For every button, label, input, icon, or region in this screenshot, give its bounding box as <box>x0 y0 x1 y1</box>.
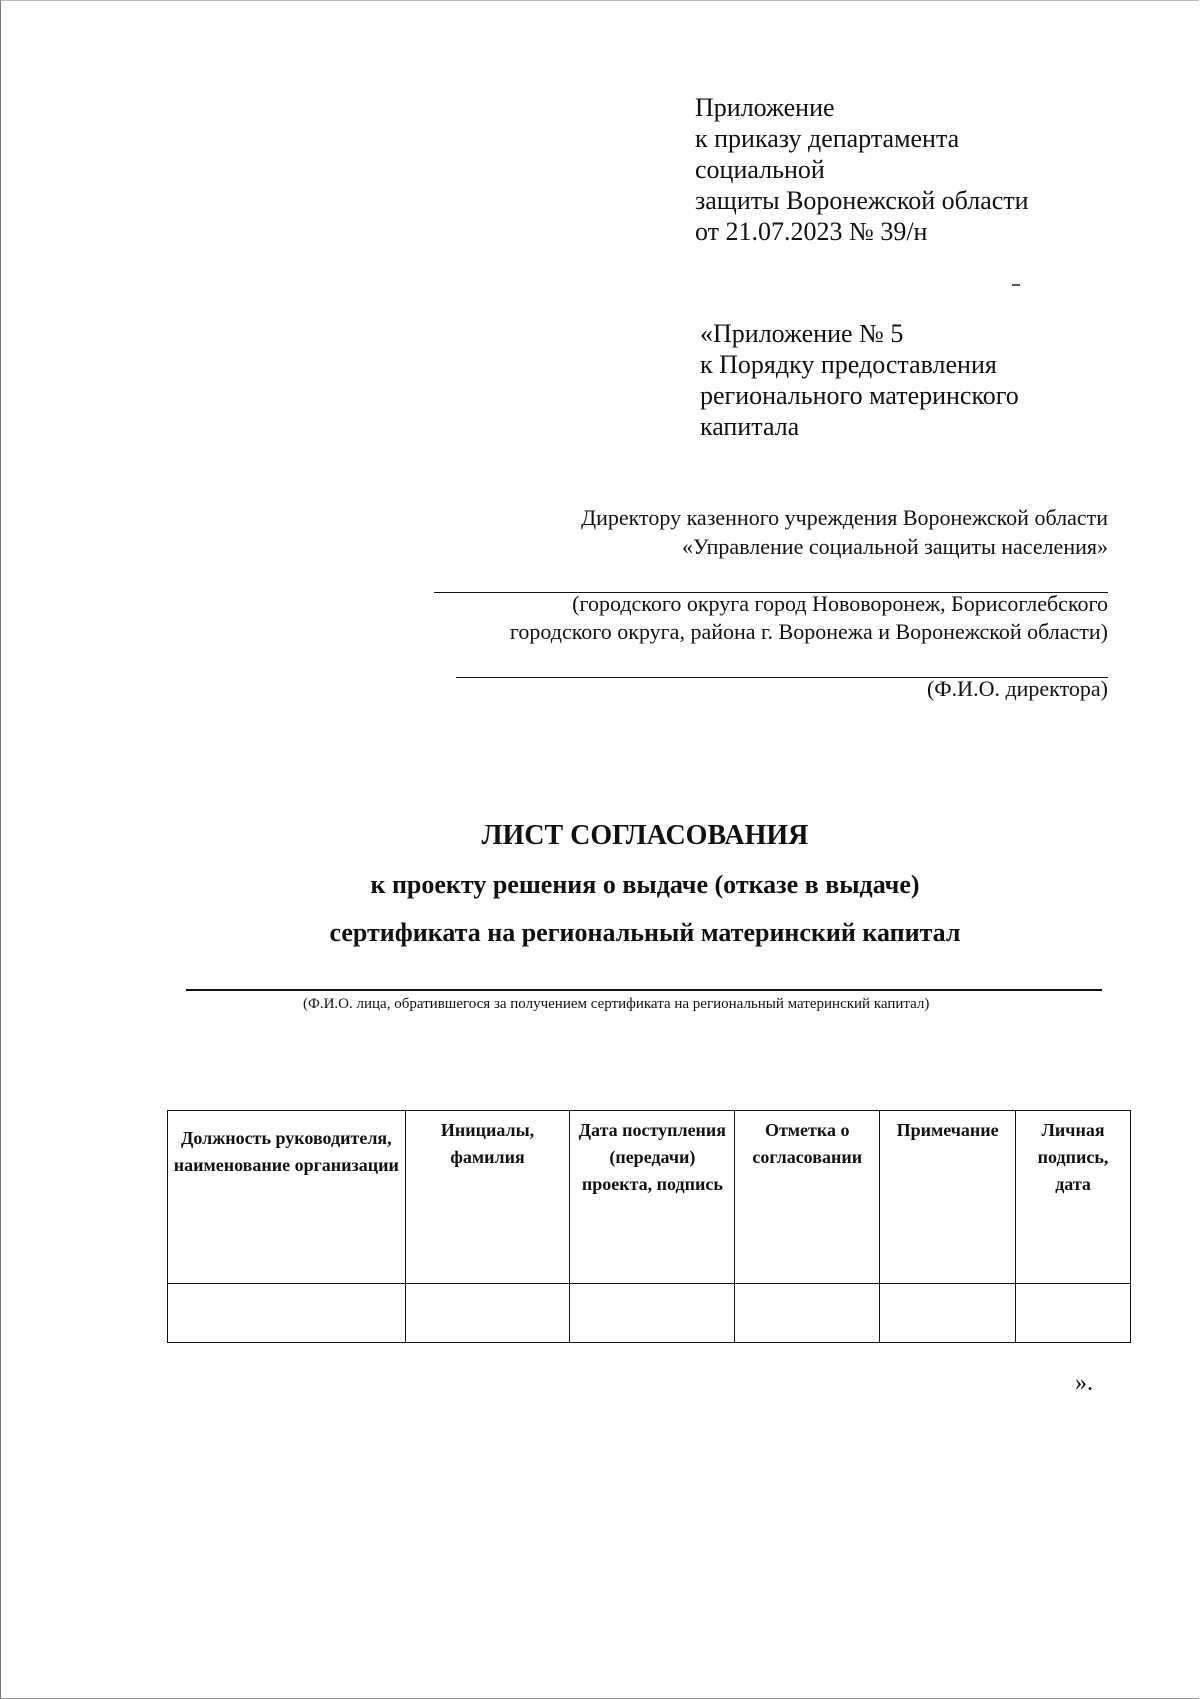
document-subtitle: сертификата на региональный материнский капитал <box>329 918 961 947</box>
appendix-line: защиты Воронежской области <box>695 186 1029 215</box>
district-caption-line: (городского округа город Нововоронеж, Борисоглебского <box>572 591 1108 616</box>
district-caption-line: городского округа, района г. Воронежа и Воронежской области) <box>509 619 1108 644</box>
district-caption <box>510 590 1108 646</box>
fill-line-applicant-name <box>186 989 1102 991</box>
table-cell[interactable] <box>405 1284 570 1343</box>
document-title: ЛИСТ СОГЛАСОВАНИЯ <box>481 820 809 851</box>
appendix5-line: капитала <box>700 412 800 441</box>
table-row <box>168 1284 1131 1343</box>
appendix-header <box>695 92 1029 247</box>
column-header-approval-mark: Отметка о согласовании <box>735 1111 880 1284</box>
appendix-line: Приложение <box>695 93 835 122</box>
appendix-line: от 21.07.2023 № 39/н <box>695 217 928 246</box>
appendix5-header <box>700 318 1019 442</box>
table-cell[interactable] <box>880 1284 1016 1343</box>
appendix5-line: «Приложение № 5 <box>700 319 904 348</box>
column-header-position: Должность руководителя, наименование организации <box>168 1111 406 1284</box>
document-subtitle: к проекту решения о выдаче (отказе в выдаче) <box>370 870 920 899</box>
table-cell[interactable] <box>570 1284 735 1343</box>
applicant-caption: (Ф.И.О. лица, обратившегося за получением сертификата на региональный материнский капитал) <box>303 996 930 1012</box>
director-caption: (Ф.И.О. директора) <box>926 676 1108 701</box>
scan-dash-mark <box>1012 284 1020 286</box>
closing-quote-mark: ». <box>1075 1370 1093 1396</box>
addressee-line: «Управление социальной защиты населения» <box>682 534 1108 559</box>
table-header-row <box>168 1111 1131 1284</box>
column-header-date-received: Дата поступления (передачи) проекта, подпись <box>570 1111 735 1284</box>
column-header-note: Примечание <box>880 1111 1016 1284</box>
appendix5-line: к Порядку предоставления <box>700 350 997 379</box>
approval-table <box>167 1110 1131 1343</box>
table-cell[interactable] <box>1016 1284 1131 1343</box>
appendix-line: к приказу департамента <box>695 124 960 153</box>
appendix5-line: регионального материнского <box>700 381 1019 410</box>
addressee-line: Директору казенного учреждения Воронежской области <box>581 505 1108 530</box>
addressee-block <box>581 503 1108 561</box>
table-cell[interactable] <box>168 1284 406 1343</box>
column-header-name: Инициалы, фамилия <box>405 1111 570 1284</box>
appendix-line: социальной <box>695 155 825 184</box>
column-header-signature: Личная подпись, дата <box>1016 1111 1131 1284</box>
table-cell[interactable] <box>735 1284 880 1343</box>
